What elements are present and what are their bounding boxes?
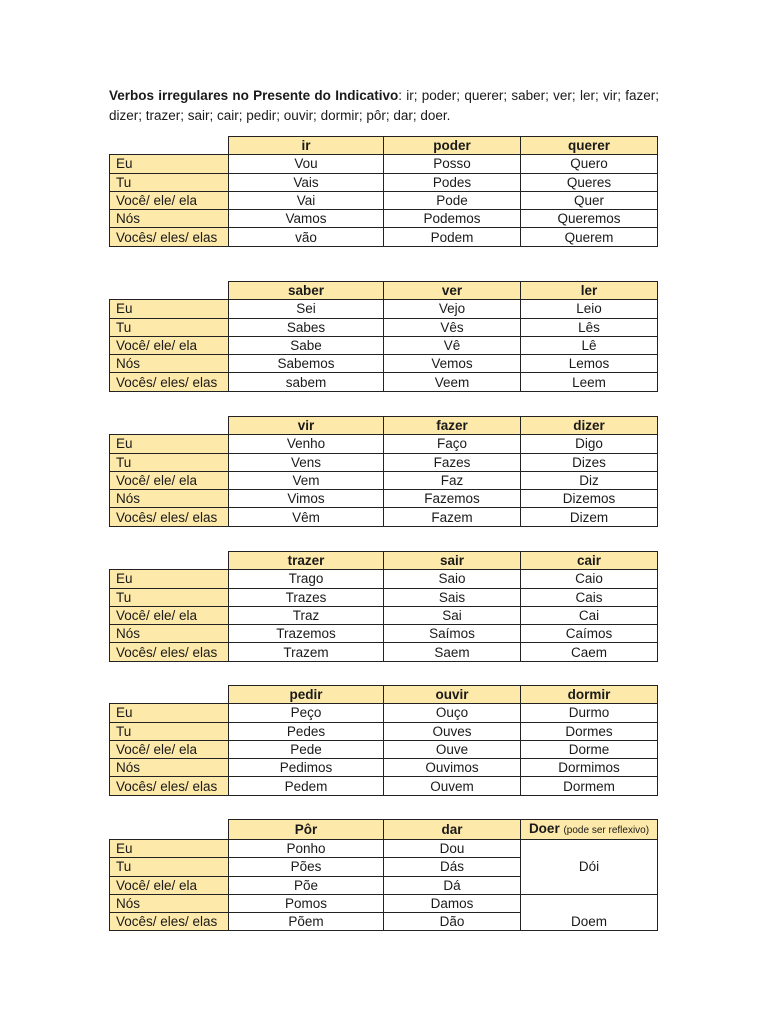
pronoun-cell: Tu	[110, 858, 229, 876]
conjugation-cell: Veem	[384, 373, 521, 391]
verb-header: Pôr	[229, 820, 384, 840]
pronoun-cell: Vocês/ eles/ elas	[110, 373, 229, 391]
pronoun-cell: Tu	[110, 588, 229, 606]
pronoun-cell: Eu	[110, 300, 229, 318]
conjugation-cell: Ouço	[384, 704, 521, 722]
pronoun-cell: Vocês/ eles/ elas	[110, 913, 229, 931]
conjugation-cell: Sabe	[229, 336, 384, 354]
conjugation-cell: Vai	[229, 191, 384, 209]
conjugation-cell: Dou	[384, 840, 521, 858]
verb-header-doer	[521, 820, 658, 840]
conjugation-cell: Queremos	[521, 210, 658, 228]
conjugation-cell: Dizemos	[521, 490, 658, 508]
verb-header: dizer	[521, 417, 658, 435]
conjugation-cell: Cais	[521, 588, 658, 606]
pronoun-cell: Vocês/ eles/ elas	[110, 643, 229, 661]
verb-header: sair	[384, 552, 521, 570]
pronoun-cell: Nós	[110, 759, 229, 777]
verb-header: dar	[384, 820, 521, 840]
conjugation-cell: Pedes	[229, 722, 384, 740]
verb-table-2	[109, 281, 658, 392]
conjugation-cell: sabem	[229, 373, 384, 391]
pronoun-cell: Vocês/ eles/ elas	[110, 228, 229, 246]
conjugation-cell: Faz	[384, 471, 521, 489]
conjugation-cell: Venho	[229, 435, 384, 453]
conjugation-cell: Pões	[229, 858, 384, 876]
conjugation-cell: Dás	[384, 858, 521, 876]
conjugation-cell: Caímos	[521, 625, 658, 643]
conjugation-cell: Dá	[384, 876, 521, 894]
conjugation-cell: Ouvem	[384, 777, 521, 795]
pronoun-cell: Você/ ele/ ela	[110, 191, 229, 209]
pronoun-cell: Vocês/ eles/ elas	[110, 508, 229, 526]
conjugation-cell: Damos	[384, 894, 521, 912]
verb-header: querer	[521, 137, 658, 155]
verb-header: cair	[521, 552, 658, 570]
pronoun-cell: Eu	[110, 155, 229, 173]
pronoun-cell: Eu	[110, 570, 229, 588]
conjugation-cell: Querem	[521, 228, 658, 246]
conjugation-cell: Peço	[229, 704, 384, 722]
conjugation-cell: Pode	[384, 191, 521, 209]
verb-header: ir	[229, 137, 384, 155]
intro-title: Verbos irregulares no Presente do Indicativo	[109, 88, 399, 103]
conjugation-cell: Sai	[384, 606, 521, 624]
conjugation-cell: Dormem	[521, 777, 658, 795]
pronoun-cell: Nós	[110, 355, 229, 373]
verb-header: ouvir	[384, 686, 521, 704]
conjugation-cell: vão	[229, 228, 384, 246]
conjugation-cell: Dão	[384, 913, 521, 931]
verb-table-5	[109, 685, 658, 796]
conjugation-cell: Vimos	[229, 490, 384, 508]
conjugation-cell: Põem	[229, 913, 384, 931]
verb-header: pedir	[229, 686, 384, 704]
pronoun-cell: Você/ ele/ ela	[110, 471, 229, 489]
conjugation-cell: Trazem	[229, 643, 384, 661]
conjugation-cell: Quero	[521, 155, 658, 173]
pronoun-cell: Eu	[110, 435, 229, 453]
pronoun-cell: Nós	[110, 894, 229, 912]
pronoun-cell: Nós	[110, 490, 229, 508]
conjugation-cell: Pede	[229, 740, 384, 758]
conjugation-cell: Trago	[229, 570, 384, 588]
verb-header: fazer	[384, 417, 521, 435]
verb-header: poder	[384, 137, 521, 155]
conjugation-cell: Ouvimos	[384, 759, 521, 777]
verb-header: trazer	[229, 552, 384, 570]
conjugation-cell: Põe	[229, 876, 384, 894]
conjugation-cell: Cai	[521, 606, 658, 624]
conjugation-cell: Vens	[229, 453, 384, 471]
conjugation-cell: Pomos	[229, 894, 384, 912]
doer-singular-cell: Dói	[521, 840, 658, 895]
verb-table-1	[109, 136, 658, 247]
reflexive-note: (pode ser reflexivo)	[563, 825, 650, 836]
pronoun-cell: Eu	[110, 704, 229, 722]
pronoun-cell: Nós	[110, 625, 229, 643]
conjugation-cell: Vou	[229, 155, 384, 173]
conjugation-cell: Vê	[384, 336, 521, 354]
conjugation-cell: Dormimos	[521, 759, 658, 777]
pronoun-cell: Eu	[110, 840, 229, 858]
conjugation-cell: Durmo	[521, 704, 658, 722]
conjugation-cell: Podes	[384, 173, 521, 191]
pronoun-cell: Nós	[110, 210, 229, 228]
conjugation-cell: Sabemos	[229, 355, 384, 373]
conjugation-cell: Queres	[521, 173, 658, 191]
pronoun-cell: Vocês/ eles/ elas	[110, 777, 229, 795]
conjugation-cell: Vem	[229, 471, 384, 489]
conjugation-cell: Sei	[229, 300, 384, 318]
conjugation-cell: Lemos	[521, 355, 658, 373]
conjugation-cell: Vamos	[229, 210, 384, 228]
pronoun-cell: Tu	[110, 318, 229, 336]
conjugation-cell: Dormes	[521, 722, 658, 740]
verb-table-4	[109, 551, 658, 662]
conjugation-cell: Faço	[384, 435, 521, 453]
conjugation-cell: Vemos	[384, 355, 521, 373]
verb-table-6	[109, 819, 658, 931]
conjugation-cell: Digo	[521, 435, 658, 453]
conjugation-cell: Podem	[384, 228, 521, 246]
conjugation-cell: Pedimos	[229, 759, 384, 777]
conjugation-cell: Caio	[521, 570, 658, 588]
intro-verb-list: : ir; poder; querer; saber; ver; ler; vir; fazer; dizer; trazer; sair; cair; pedir; ouvir; dormir; pôr; dar; doer.	[109, 88, 660, 123]
conjugation-cell: Sais	[384, 588, 521, 606]
verb-header: ler	[521, 282, 658, 300]
conjugation-cell: Fazem	[384, 508, 521, 526]
conjugation-cell: Saímos	[384, 625, 521, 643]
intro-paragraph	[109, 86, 659, 125]
conjugation-cell: Dizes	[521, 453, 658, 471]
doer-label: Doer	[528, 821, 560, 836]
pronoun-cell: Tu	[110, 722, 229, 740]
conjugation-cell: Diz	[521, 471, 658, 489]
verb-table-3	[109, 416, 658, 527]
conjugation-cell: Lês	[521, 318, 658, 336]
conjugation-cell: Sabes	[229, 318, 384, 336]
conjugation-cell: Lê	[521, 336, 658, 354]
pronoun-cell: Tu	[110, 453, 229, 471]
pronoun-cell: Você/ ele/ ela	[110, 336, 229, 354]
conjugation-cell: Leem	[521, 373, 658, 391]
conjugation-cell: Leio	[521, 300, 658, 318]
verb-header: ver	[384, 282, 521, 300]
conjugation-cell: Caem	[521, 643, 658, 661]
conjugation-cell: Vejo	[384, 300, 521, 318]
verb-header: vir	[229, 417, 384, 435]
pronoun-cell: Você/ ele/ ela	[110, 876, 229, 894]
conjugation-cell: Traz	[229, 606, 384, 624]
conjugation-cell: Vêm	[229, 508, 384, 526]
verb-header: saber	[229, 282, 384, 300]
conjugation-cell: Dorme	[521, 740, 658, 758]
pronoun-cell: Você/ ele/ ela	[110, 740, 229, 758]
conjugation-cell: Fazemos	[384, 490, 521, 508]
doer-plural-cell: Doem	[521, 894, 658, 931]
conjugation-cell: Ponho	[229, 840, 384, 858]
conjugation-cell: Pedem	[229, 777, 384, 795]
verb-header: dormir	[521, 686, 658, 704]
conjugation-cell: Dizem	[521, 508, 658, 526]
conjugation-cell: Saio	[384, 570, 521, 588]
conjugation-cell: Ouves	[384, 722, 521, 740]
conjugation-cell: Quer	[521, 191, 658, 209]
conjugation-cell: Saem	[384, 643, 521, 661]
conjugation-cell: Posso	[384, 155, 521, 173]
conjugation-cell: Ouve	[384, 740, 521, 758]
conjugation-cell: Trazemos	[229, 625, 384, 643]
conjugation-cell: Fazes	[384, 453, 521, 471]
pronoun-cell: Você/ ele/ ela	[110, 606, 229, 624]
conjugation-cell: Vais	[229, 173, 384, 191]
conjugation-cell: Vês	[384, 318, 521, 336]
conjugation-cell: Podemos	[384, 210, 521, 228]
pronoun-cell: Tu	[110, 173, 229, 191]
conjugation-cell: Trazes	[229, 588, 384, 606]
